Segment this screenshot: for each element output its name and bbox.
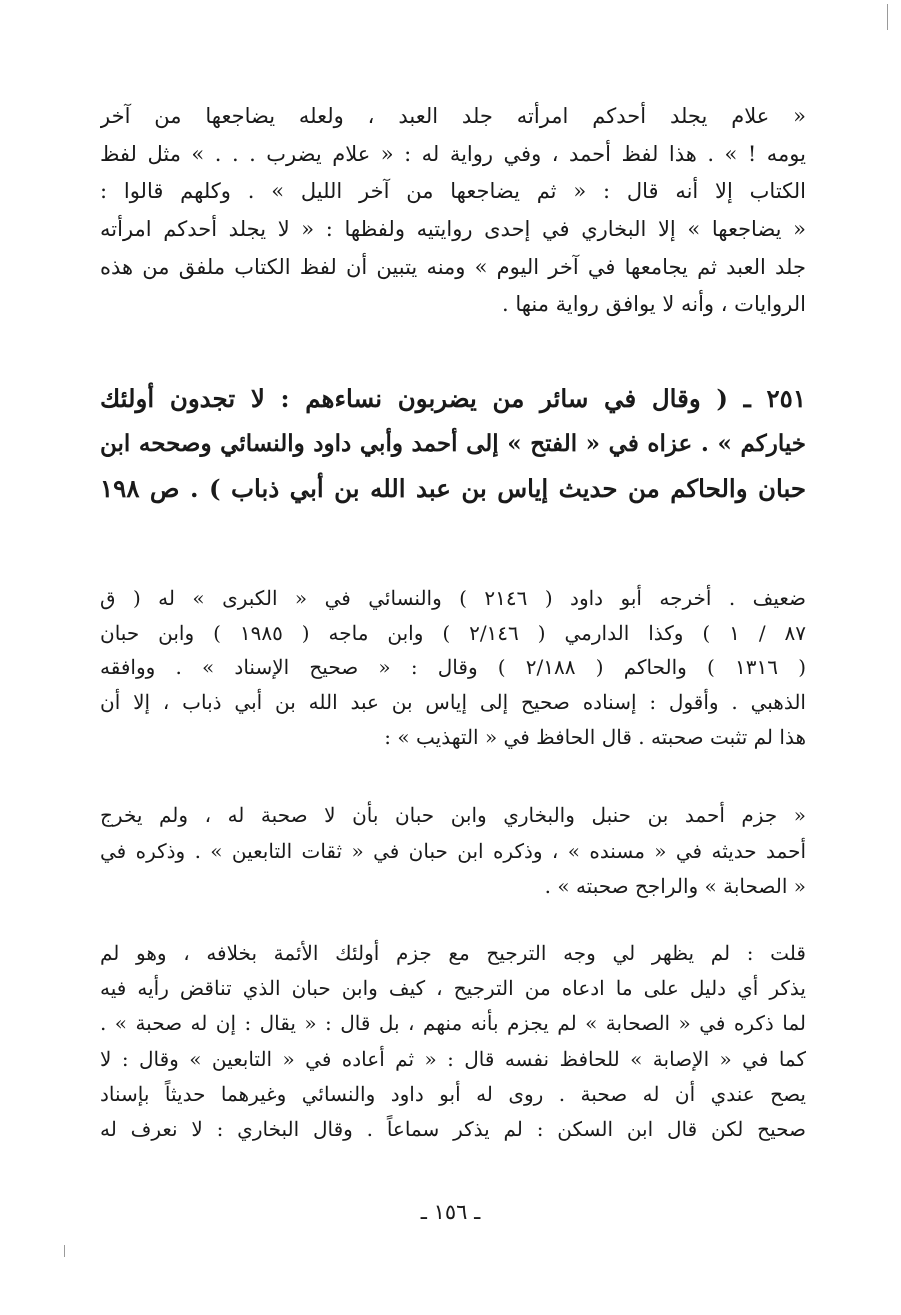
- heading-line: ٢٥١ ـ ( وقال في سائر من يضربون نساءهم : لا تجدون أولئك: [100, 384, 806, 413]
- text-line: ( ١٣١٦ ) والحاكم ( ٢/١٨٨ ) وقال : « صحيح الإسناد » . ووافقه: [100, 655, 806, 680]
- text-line: « الصحابة » والراجح صحبته » .: [544, 874, 806, 898]
- text-line: « يضاجعها » إلا البخاري في إحدى روايتيه ولفظها : « لا يجلد أحدكم امرأته: [100, 217, 806, 242]
- heading-line: حبان والحاكم من حديث إياس بن عبد الله بن أبي ذباب ) . ص ١٩٨: [100, 474, 806, 503]
- text-line: الروايات ، وأنه لا يوافق رواية منها .: [501, 292, 806, 317]
- takhrij-paragraph: [100, 581, 806, 754]
- text-line: هذا لم تثبت صحبته . قال الحافظ في « التهذيب » :: [384, 724, 806, 749]
- scan-edge-mark: [887, 4, 888, 30]
- text-line: كما في « الإصابة » للحافظ نفسه قال : « ثم أعاده في « التابعين » وقال : لا: [100, 1046, 806, 1071]
- page-number: ـ ١٥٦ ـ: [420, 1200, 481, 1224]
- text-line: صحيح لكن قال ابن السكن : لم يذكر سماعاً . وقال البخاري : لا نعرف له: [100, 1116, 806, 1141]
- text-line: جلد العبد ثم يجامعها في آخر اليوم » ومنه يتبين أن لفظ الكتاب ملفق من هذه: [100, 254, 806, 279]
- text-line: لما ذكره في « الصحابة » لم يجزم بأنه منهم ، بل قال : « يقال : إن له صحبة » .: [100, 1011, 806, 1036]
- text-line: يومه ! » . هذا لفظ أحمد ، وفي رواية له : « علام يضرب . . . » مثل لفظ: [100, 141, 806, 166]
- heading-line: خياركم » . عزاه في « الفتح » إلى أحمد وأبي داود والنسائي وصححه ابن: [100, 430, 806, 457]
- intro-paragraph: [100, 98, 806, 324]
- text-line: الكتاب إلا أنه قال : « ثم يضاجعها من آخر الليل » . وكلهم قالوا :: [100, 179, 806, 204]
- text-line: قلت : لم يظهر لي وجه الترجيح مع جزم أولئك الأئمة بخلافه ، وهو لم: [100, 941, 806, 965]
- scan-edge-mark: [64, 1245, 65, 1257]
- hadith-heading: [100, 376, 806, 511]
- text-line: يصح عندي أن له صحبة . روى له أبو داود والنسائي وغيرهما حديثاً بإسناد: [100, 1081, 806, 1106]
- text-line: « علام يجلد أحدكم امرأته جلد العبد ، ولعله يضاجعها من آخر: [100, 104, 806, 128]
- text-line: « جزم أحمد بن حنبل والبخاري وابن حبان بأن لا صحبة له ، ولم يخرج: [100, 803, 806, 827]
- text-line: يذكر أي دليل على ما ادعاه من الترجيح ، كيف وابن حبان الذي تناقض رأيه فيه: [100, 976, 806, 1001]
- quotation-paragraph: [100, 798, 806, 905]
- comment-paragraph: [100, 936, 806, 1147]
- text-line: أحمد حديثه في « مسنده » ، وذكره ابن حبان في « ثقات التابعين » . وذكره في: [100, 838, 806, 863]
- text-line: الذهبي . وأقول : إسناده صحيح إلى إياس بن عبد الله بن أبي ذباب ، إلا أن: [100, 690, 806, 715]
- text-line: ٨٧ / ١ ) وكذا الدارمي ( ٢/١٤٦ ) وابن ماجه ( ١٩٨٥ ) وابن حبان: [100, 620, 806, 645]
- text-line: ضعيف . أخرجه أبو داود ( ٢١٤٦ ) والنسائي في « الكبرى » له ( ق: [100, 586, 806, 610]
